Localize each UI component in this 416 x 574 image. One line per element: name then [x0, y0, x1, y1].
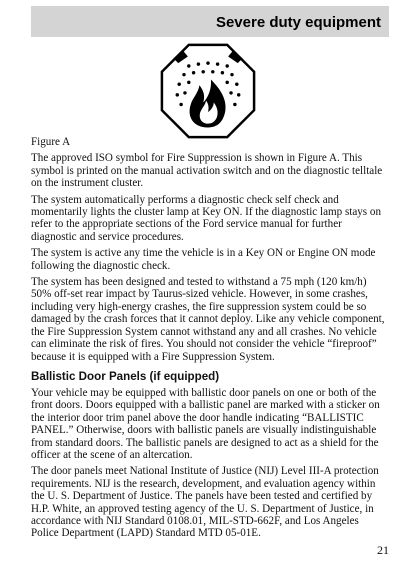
section-heading: Ballistic Door Panels (if equipped) — [31, 369, 220, 383]
page-number: 21 — [377, 543, 389, 557]
paragraph: Your vehicle may be equipped with ballistic door panels on one or both of the front doors. Doors equipped with a ballistic panel are marked with a sticker on the interior door trim panel above the door handle indicating “BALLISTIC PANEL.” Otherwise, doors with ballistic panels are visually indistinguishable from standard doors. The ballistic panels are designed to act as a shield for the officer at the scene of an altercation. — [31, 386, 380, 461]
paragraph: The door panels meet National Institute of Justice (NIJ) Level III-A protection requirements. NIJ is the research, development, and evaluation agency within the U. S. Department of Justice. The panels have been tested and certified by H.P. White, an approved testing agency of the U. S. Department of Justice, in accordance with NIJ Standard 0108.01, MIL-STD-662F, and Los Angeles Police Department (LAPD) Standard MTD 05-01E. — [31, 465, 379, 540]
figure-caption: Figure A — [31, 136, 71, 148]
page-header — [31, 6, 389, 37]
page-content — [31, 136, 389, 544]
paragraph: The system has been designed and tested to withstand a 75 mph (120 km/h) 50% off-set rear impact by Taurus-sized vehicle. However, in some crashes, including very high-energy crashes, the fire suppression system could be so damaged by the crash forces that it cannot deploy. Like any vehicle component, the Fire Suppression System cannot withstand any and all crashes. No vehicle can eliminate the risk of fires. You should not consider the vehicle “fireproof” because it is equipped with a Fire Suppression System. — [31, 276, 385, 363]
fire-suppression-icon — [160, 43, 256, 139]
paragraph: The system is active any time the vehicle is in a Key ON or Engine ON mode following the diagnostic check. — [31, 247, 376, 272]
paragraph: The system automatically performs a diagnostic check self check and momentarily lights the cluster lamp at Key ON. If the diagnostic lamp stays on refer to the appropriate sections of the Ford service manual for further diagnostic and service procedures. — [31, 193, 381, 243]
paragraph: The approved ISO symbol for Fire Suppression is shown in Figure A. This symbol is printed on the manual activation switch and on the diagnostic telltale on the instrument cluster. — [31, 152, 383, 190]
section-title: Severe duty equipment — [215, 14, 381, 31]
